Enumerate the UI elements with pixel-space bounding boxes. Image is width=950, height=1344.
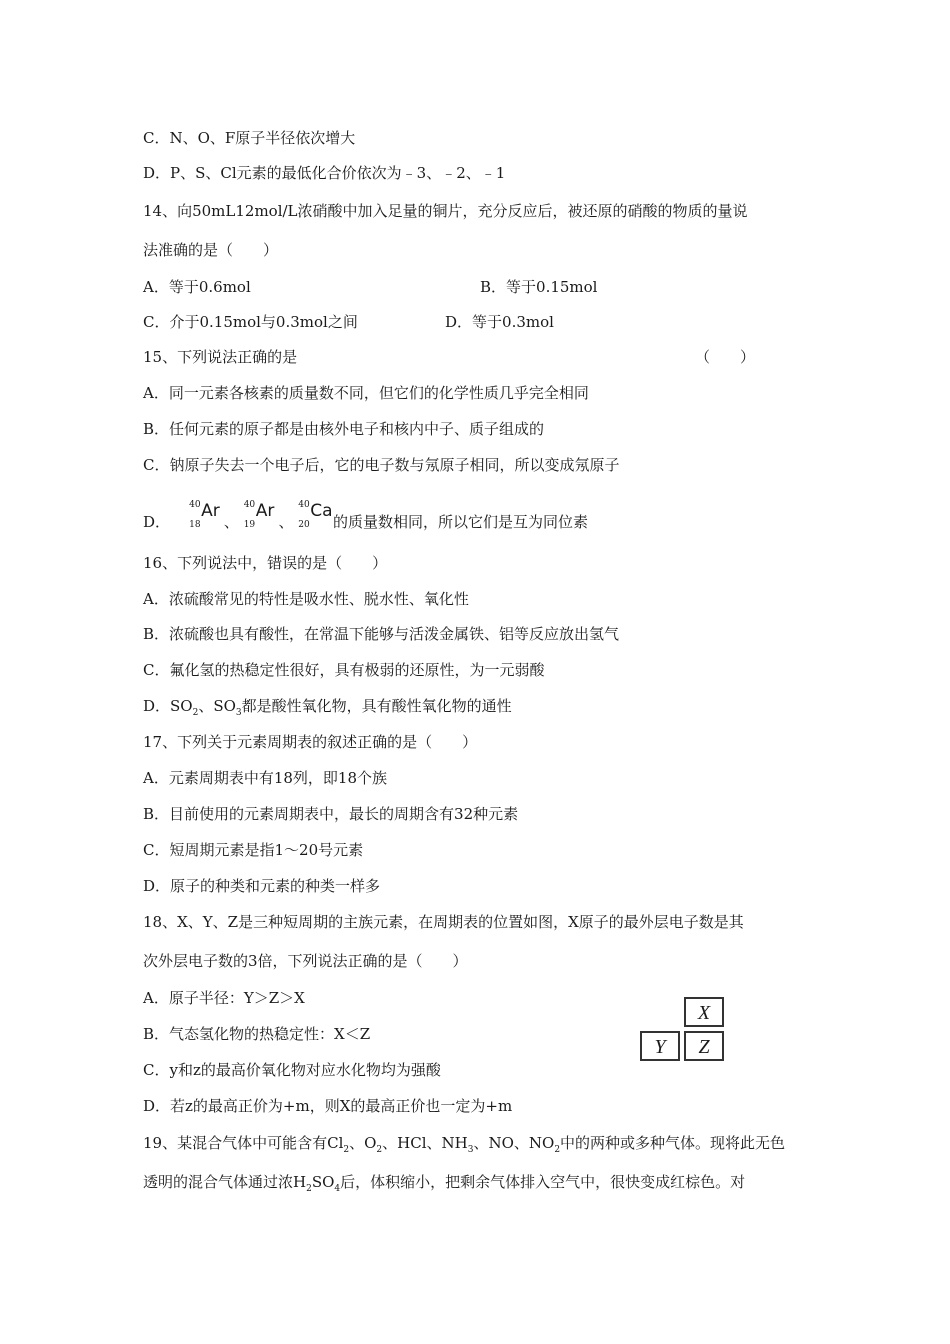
- q17-option-b: B．目前使用的元素周期表中，最长的周期含有32种元素: [143, 805, 519, 823]
- q18-stem-line2: 次外层电子数的3倍，下列说法正确的是（ ）: [143, 952, 468, 970]
- q18-option-b: B．气态氢化物的热稳定性：X＜Z: [143, 1025, 371, 1043]
- q18-stem-line1: 18、X、Y、Z是三种短周期的主族元素，在周期表的位置如图，X原子的最外层电子数是其: [143, 913, 744, 931]
- q15-option-c: C．钠原子失去一个电子后，它的电子数与氖原子相同，所以变成氖原子: [143, 456, 620, 474]
- q15-option-b: B．任何元素的原子都是由核外电子和核内中子、质子组成的: [143, 420, 545, 438]
- q16-stem: 16、下列说法中，错误的是（ ）: [143, 554, 388, 572]
- q15-answer-paren: （ ）: [695, 348, 756, 366]
- q18-option-c: C．y和z的最高价氧化物对应水化物均为强酸: [143, 1061, 441, 1079]
- q16-option-b: B．浓硫酸也具有酸性，在常温下能够与活泼金属铁、铝等反应放出氢气: [143, 625, 620, 643]
- q18-option-a: A．原子半径：Y＞Z＞X: [143, 989, 305, 1007]
- isotope-ar-18: 40 18 Ar: [189, 500, 220, 530]
- q16-option-d: D．$SO_2$、$SO_3$都是酸性氧化物，具有酸性氧化物的通性: [143, 697, 512, 718]
- q18-option-d: D．若z的最高正价为+m，则X的最高正价也一定为+m: [143, 1097, 513, 1115]
- periodic-table-position-figure: [640, 997, 730, 1065]
- q19-stem-line1: 19、某混合气体中可能含有$Cl_2$、$O_2$、HCl、$NH_3$、NO、$NO_2$中的两种或多种气体。现将此无色: [143, 1134, 786, 1155]
- q14-stem-line2: 法准确的是（ ）: [143, 241, 279, 259]
- q15-option-d: D． 40 18 Ar 、 40 19 Ar 、 40 20 Ca 的质量数相同，所以它们是互为同位素: [143, 500, 589, 531]
- q14-option-c: C．介于0.15mol与0.3mol之间: [143, 313, 358, 331]
- q17-option-d: D．原子的种类和元素的种类一样多: [143, 877, 381, 895]
- q13-option-d: D．P、S、Cl元素的最低化合价依次为﹣3、﹣2、﹣1: [143, 164, 506, 182]
- q14-option-a: A．等于0.6mol: [143, 278, 251, 296]
- q16-option-a: A．浓硫酸常见的特性是吸水性、脱水性、氧化性: [143, 590, 469, 608]
- q14-option-b: B．等于0.15mol: [480, 278, 598, 296]
- cell-z: Z: [684, 1031, 724, 1061]
- cell-y: Y: [640, 1031, 680, 1061]
- q14-stem-line1: 14、向50mL12mol/L浓硝酸中加入足量的铜片，充分反应后，被还原的硝酸的物质的量说: [143, 202, 748, 220]
- isotope-ca-20: 40 20 Ca: [298, 500, 333, 530]
- q16-option-c: C．氟化氢的热稳定性很好，具有极弱的还原性，为一元弱酸: [143, 661, 545, 679]
- q15-option-a: A．同一元素各核素的质量数不同，但它们的化学性质几乎完全相同: [143, 384, 589, 402]
- q14-option-d: D．等于0.3mol: [445, 313, 554, 331]
- q17-stem: 17、下列关于元素周期表的叙述正确的是（ ）: [143, 733, 478, 751]
- q17-option-c: C．短周期元素是指1～20号元素: [143, 841, 364, 859]
- q15-stem: 15、下列说法正确的是: [143, 348, 298, 366]
- q19-stem-line2: 透明的混合气体通过浓$H_2SO_4$后，体积缩小，把剩余气体排入空气中，很快变成红棕色。对: [143, 1173, 746, 1194]
- q13-option-c: C．N、O、F原子半径依次增大: [143, 129, 356, 147]
- isotope-ar-19: 40 19 Ar: [243, 500, 275, 530]
- q17-option-a: A．元素周期表中有18列，即18个族: [143, 769, 388, 787]
- cell-x: X: [684, 997, 724, 1027]
